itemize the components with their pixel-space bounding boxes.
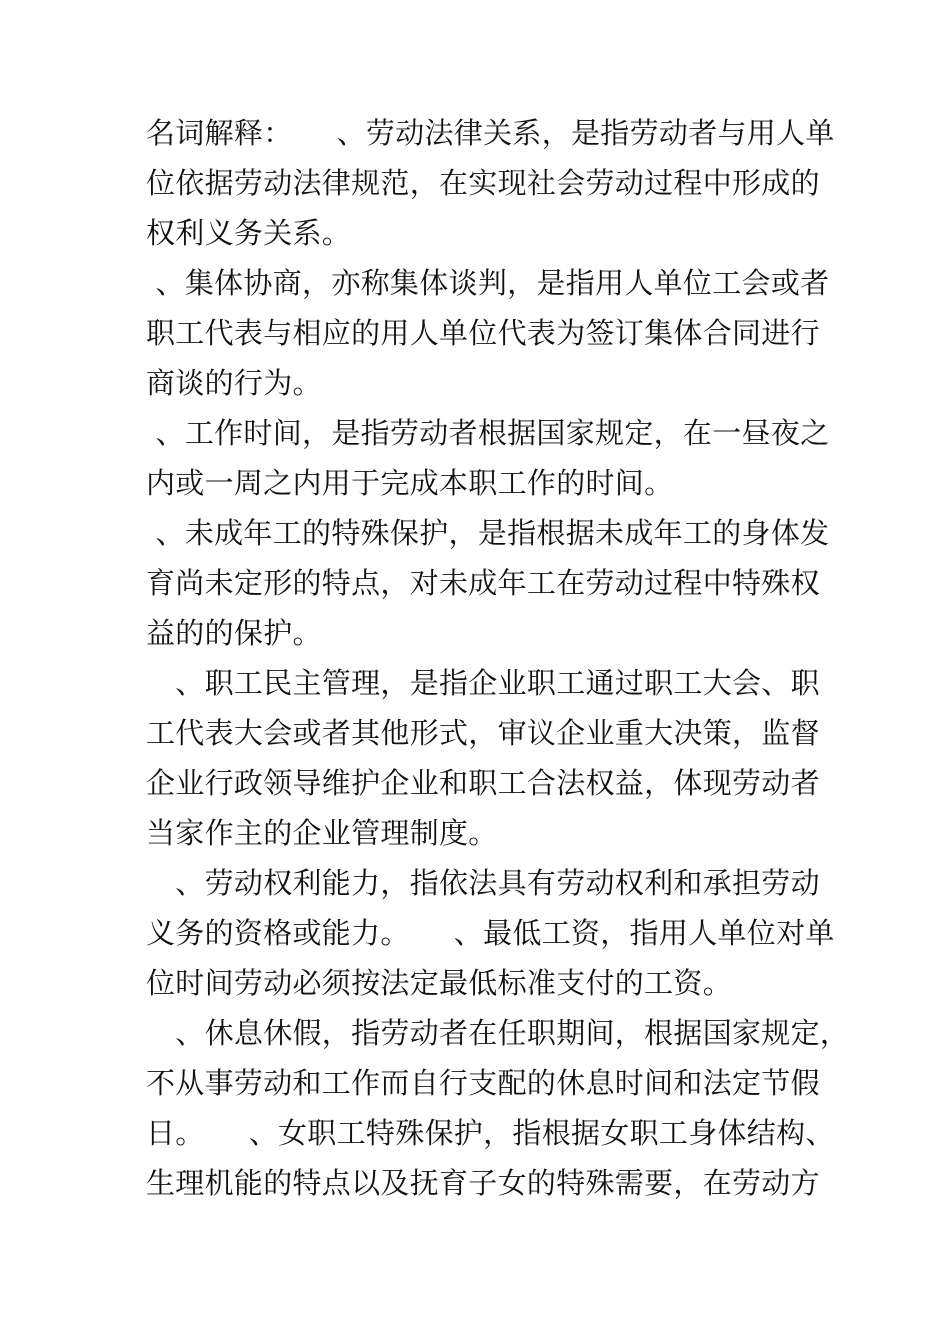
text-line: 、休息休假，指劳动者在任职期间，根据国家规定， xyxy=(146,1016,850,1050)
text-line: 权利义务关系。 xyxy=(146,216,352,250)
text-line: 、未成年工的特殊保护，是指根据未成年工的身体发 xyxy=(146,516,830,550)
text-line: 益的的保护。 xyxy=(146,616,322,650)
text-line: 工代表大会或者其他形式，审议企业重大决策，监督 xyxy=(146,716,820,750)
text-line: 不从事劳动和工作而自行支配的休息时间和法定节假 xyxy=(146,1066,820,1100)
text-line: 、劳动权利能力，指依法具有劳动权利和承担劳动 xyxy=(146,866,820,900)
text-line: 名词解释： 、劳动法律关系，是指劳动者与用人单 xyxy=(146,116,835,150)
text-line: 位时间劳动必须按法定最低标准支付的工资。 xyxy=(146,966,733,1000)
body-text xyxy=(146,108,850,1208)
text-line: 义务的资格或能力。 、最低工资，指用人单位对单 xyxy=(146,916,835,950)
text-line: 位依据劳动法律规范，在实现社会劳动过程中形成的 xyxy=(146,166,820,200)
text-line: 、集体协商，亦称集体谈判，是指用人单位工会或者 xyxy=(146,266,830,300)
text-line: 生理机能的特点以及抚育子女的特殊需要，在劳动方 xyxy=(146,1166,820,1200)
text-line: 日。 、女职工特殊保护，指根据女职工身体结构、 xyxy=(146,1116,835,1150)
text-line: 、工作时间，是指劳动者根据国家规定，在一昼夜之 xyxy=(146,416,830,450)
text-line: 育尚未定形的特点，对未成年工在劳动过程中特殊权 xyxy=(146,566,820,600)
text-line: 当家作主的企业管理制度。 xyxy=(146,816,498,850)
text-line: 商谈的行为。 xyxy=(146,366,322,400)
text-line: 职工代表与相应的用人单位代表为签订集体合同进行 xyxy=(146,316,820,350)
text-line: 企业行政领导维护企业和职工合法权益，体现劳动者 xyxy=(146,766,820,800)
text-line: 、职工民主管理，是指企业职工通过职工大会、职 xyxy=(146,666,820,700)
text-line: 内或一周之内用于完成本职工作的时间。 xyxy=(146,466,674,500)
